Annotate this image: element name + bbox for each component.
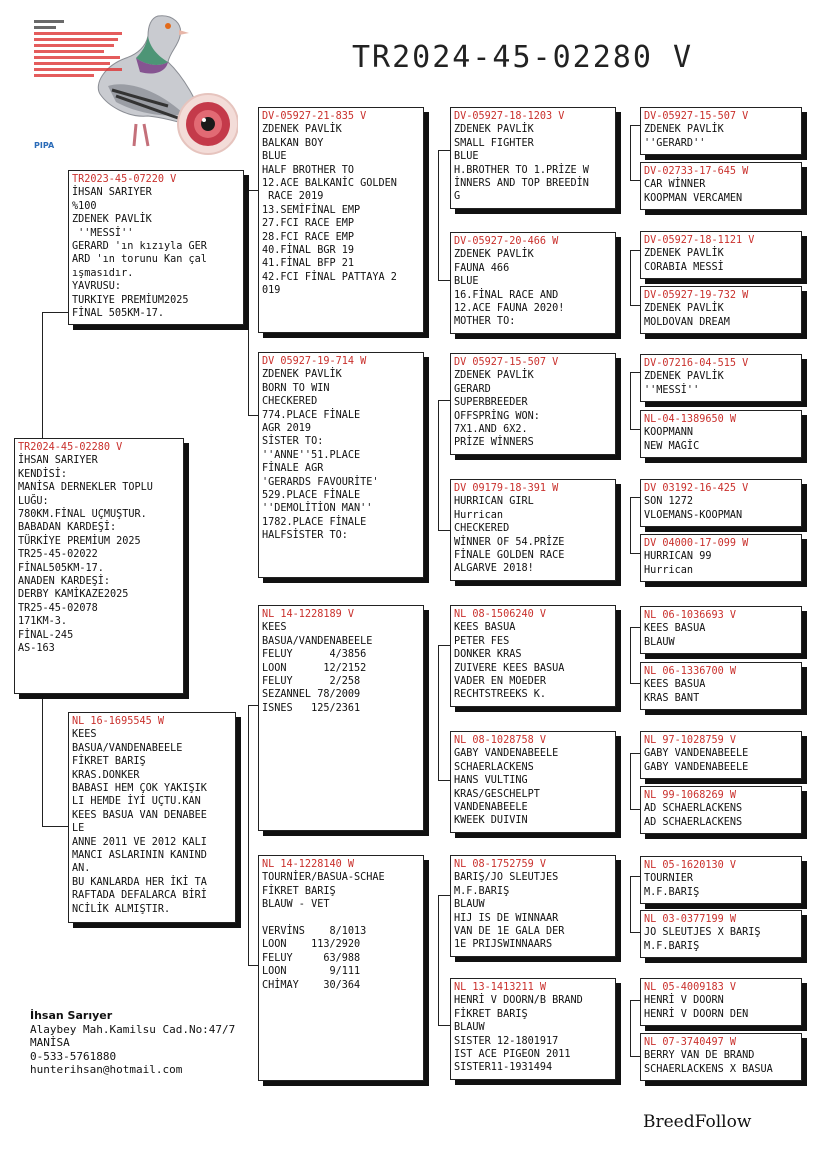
pedigree-line: AD SCHAERLACKENS: [644, 816, 743, 828]
pedigree-line: KRAS/GESCHELPT: [454, 788, 540, 800]
pedigree-line: BERRY VAN DE BRAND: [644, 1050, 755, 1062]
pedigree-line: FİKRET BARIŞ: [262, 885, 336, 897]
pigeon-card-ggp[interactable]: [450, 978, 616, 1080]
pedigree-line: VANDENABEELE: [454, 802, 528, 814]
connector: [630, 372, 631, 429]
owner-name: İhsan Sarıyer: [30, 1009, 113, 1022]
pedigree-line: OFFSPRİNG WON:: [454, 410, 540, 422]
pedigree-line: ZDENEK PAVLİK: [72, 214, 152, 226]
pedigree-line: TR25-45-02022: [18, 549, 98, 561]
pedigree-line: FİNAL 505KM-17.: [72, 308, 165, 320]
pedigree-line: FİNALE AGR: [262, 463, 324, 475]
ring-number: DV-05927-15-507 V: [644, 111, 749, 122]
pedigree-line: ANADEN KARDEŞİ:: [18, 576, 111, 588]
ring-number: NL 14-1228140 W: [262, 859, 355, 870]
pedigree-line: SISTER 12-1801917: [454, 1035, 559, 1047]
pedigree-line: KRAS.DONKER: [72, 769, 140, 781]
ring-number: DV 03192-16-425 V: [644, 483, 749, 494]
pedigree-line: DERBY KAMİKAZE2025: [18, 589, 129, 601]
connector: [42, 696, 43, 826]
pedigree-line: FELUY 63/988: [262, 952, 361, 964]
pedigree-line: ALGARVE 2018!: [454, 563, 534, 575]
pedigree-line: NCİLİK ALMIŞTIR.: [72, 903, 171, 915]
pigeon-card-ggp[interactable]: [450, 855, 616, 957]
pedigree-line: 40.FİNAL BGR 19: [262, 245, 355, 257]
connector: [42, 826, 69, 827]
ring-number: NL 03-0377199 W: [644, 914, 737, 925]
ring-number: NL 08-1752759 V: [454, 859, 547, 870]
connector: [630, 1000, 631, 1056]
pedigree-line: AD SCHAERLACKENS: [644, 803, 743, 815]
pedigree-line: HURRICAN 99: [644, 551, 712, 563]
pigeon-card-ggp[interactable]: [450, 731, 616, 833]
ring-number: NL 08-1506240 V: [454, 609, 547, 620]
pedigree-line: KOOPMANN: [644, 427, 694, 439]
pedigree-line: KEES BASUA: [644, 679, 706, 691]
pedigree-line: BLAUW: [644, 636, 675, 648]
photo-caption-lines: [34, 20, 124, 80]
pedigree-line: HALFSİSTER TO:: [262, 530, 348, 542]
ring-number: NL 05-1620130 V: [644, 860, 737, 871]
pedigree-line: ZDENEK PAVLİK: [262, 369, 342, 381]
pedigree-line: ARD 'ın torunu Kan çal: [72, 254, 207, 266]
pedigree-line: BABADAN KARDEŞİ:: [18, 522, 117, 534]
pedigree-line: FİKRET BARIŞ: [454, 1008, 528, 1020]
pedigree-line: ''DEMOLİTİON MAN'': [262, 503, 373, 515]
pedigree-line: MOTHER TO:: [454, 316, 516, 328]
pedigree-line: SİSTER TO:: [262, 436, 324, 448]
pedigree-line: HENRİ V DOORN DEN: [644, 1008, 749, 1020]
pedigree-line: RACE 2019: [262, 191, 324, 203]
pedigree-line: %100: [72, 200, 97, 212]
pedigree-line: WİNNER OF 54.PRİZE: [454, 536, 565, 548]
pigeon-card-ggp[interactable]: [450, 605, 616, 707]
pedigree-line: 529.PLACE FİNALE: [262, 490, 361, 502]
pedigree-line: 13.SEMİFİNAL EMP: [262, 204, 361, 216]
pedigree-line: BLAUW: [454, 1022, 485, 1034]
connector: [438, 150, 439, 280]
pedigree-line: BLUE: [454, 276, 479, 288]
ring-number: DV-05927-19-732 W: [644, 290, 749, 301]
pedigree-line: GABY VANDENABEELE: [644, 761, 749, 773]
ring-number: TR2023-45-07220 V: [72, 174, 177, 185]
pedigree-line: AS-163: [18, 643, 55, 655]
pedigree-line: HENRİ V DOORN: [644, 995, 724, 1007]
pedigree-line: BLAUW: [454, 899, 485, 911]
page-title: TR2024-45-02280 V: [352, 40, 694, 75]
pedigree-line: MANCI ASLARININ KANIND: [72, 850, 207, 862]
pedigree-line: SMALL FIGHTER: [454, 137, 534, 149]
connector: [630, 753, 631, 809]
pedigree-line: FAUNA 466: [454, 262, 510, 274]
pedigree-line: MANİSA DERNEKLER TOPLU: [18, 482, 153, 494]
pedigree-line: ZDENEK PAVLİK: [454, 249, 534, 261]
pigeon-card-ggp[interactable]: [450, 232, 616, 334]
pedigree-line: YAVRUSU:: [72, 281, 122, 293]
ring-number: NL 05-4009183 V: [644, 982, 737, 993]
pedigree-line: VERVİNS 8/1013: [262, 926, 367, 938]
pedigree-line: 12.ACE BALKANİC GOLDEN: [262, 178, 397, 190]
pedigree-line: ZUIVERE KEES BASUA: [454, 662, 565, 674]
ring-number: NL 06-1336700 W: [644, 666, 737, 677]
pigeon-card-dam-dam[interactable]: [258, 855, 424, 1081]
pigeon-card-ggp[interactable]: [450, 107, 616, 209]
connector: [42, 312, 69, 313]
ring-number: DV 05927-15-507 V: [454, 357, 559, 368]
pedigree-line: TOURNİER/BASUA-SCHAE: [262, 872, 385, 884]
connector: [438, 645, 439, 780]
pedigree-line: ZDENEK PAVLİK: [454, 370, 534, 382]
pedigree-line: ZDENEK PAVLİK: [644, 124, 724, 136]
pedigree-line: [262, 912, 420, 925]
pedigree-line: HENRİ V DOORN/B BRAND: [454, 995, 583, 1007]
ring-number: DV-05927-21-835 V: [262, 111, 367, 122]
pedigree-line: FİNAL505KM-17.: [18, 562, 104, 574]
ring-number: DV 05927-19-714 W: [262, 356, 367, 367]
pedigree-line: ZDENEK PAVLİK: [644, 248, 724, 260]
pigeon-card-gggp[interactable]: [640, 786, 802, 834]
pedigree-line: CORABIA MESSİ: [644, 261, 724, 273]
pedigree-line: H.BROTHER TO 1.PRİZE W: [454, 164, 589, 176]
pedigree-line: JO SLEUTJES X BARIŞ: [644, 927, 761, 939]
pedigree-line: 7X1.AND 6X2.: [454, 424, 528, 436]
pedigree-line: FİNALE GOLDEN RACE: [454, 550, 565, 562]
pedigree-line: M.F.BARIŞ: [454, 885, 510, 897]
connector: [630, 250, 631, 305]
pedigree-line: CAR WİNNER: [644, 179, 706, 191]
pedigree-line: 1782.PLACE FİNALE: [262, 516, 367, 528]
pedigree-line: KEES: [262, 622, 287, 634]
pedigree-line: 27.FCI RACE EMP: [262, 218, 355, 230]
pedigree-line: BLUE: [454, 151, 479, 163]
pedigree-line: 28.FCI RACE EMP: [262, 231, 355, 243]
pedigree-line: LOON 12/2152: [262, 662, 367, 674]
pedigree-line: RAFTADA DEFALARCA BİRİ: [72, 890, 207, 902]
pedigree-line: ZDENEK PAVLİK: [454, 124, 534, 136]
pedigree-line: CHİMAY 30/364: [262, 979, 361, 991]
pedigree-line: GERARD 'ın kızıyla GER: [72, 241, 207, 253]
owner-address: Alaybey Mah.Kamilsu Cad.No:47/7: [30, 1022, 236, 1036]
pedigree-line: M.F.BARIŞ: [644, 940, 700, 952]
connector: [630, 876, 631, 932]
ring-number: DV-02733-17-645 W: [644, 166, 749, 177]
pedigree-line: SEZANNEL 78/2009: [262, 689, 361, 701]
pedigree-line: LOON 9/111: [262, 966, 361, 978]
connector: [248, 705, 249, 965]
pedigree-line: BU KANLARDA HER İKİ TA: [72, 876, 207, 888]
pedigree-line: Hurrican: [454, 509, 504, 521]
ring-number: DV-05927-18-1203 V: [454, 111, 565, 122]
pedigree-line: KEES BASUA: [644, 623, 706, 635]
pigeon-card-gggp[interactable]: [640, 162, 802, 210]
pedigree-line: 41.FİNAL BFP 21: [262, 258, 355, 270]
pedigree-line: MOLDOVAN DREAM: [644, 316, 730, 328]
pedigree-line: GABY VANDENABEELE: [644, 748, 749, 760]
pedigree-line: 019: [262, 285, 281, 297]
ring-number: TR2024-45-02280 V: [18, 442, 123, 453]
pedigree-line: VLOEMANS-KOOPMAN: [644, 509, 743, 521]
pigeon-card-gggp[interactable]: [640, 606, 802, 654]
pedigree-line: İHSAN SARIYER: [18, 455, 98, 467]
pedigree-line: GERARD: [454, 383, 491, 395]
pigeon-card-gggp[interactable]: [640, 662, 802, 710]
pipa-logo: PIPA: [34, 141, 55, 150]
pedigree-line: ''MESSİ'': [644, 384, 700, 396]
connector: [630, 627, 631, 683]
pedigree-line: DONKER KRAS: [454, 649, 522, 661]
pedigree-line: CHECKERED: [454, 523, 510, 535]
pigeon-card-subject[interactable]: [14, 438, 184, 694]
pigeon-card-dam-sire[interactable]: [258, 605, 424, 831]
pedigree-line: 16.FİNAL RACE AND: [454, 289, 559, 301]
pigeon-card-gggp[interactable]: [640, 978, 802, 1026]
pedigree-line: GABY VANDENABEELE: [454, 748, 559, 760]
pedigree-line: AN.: [72, 863, 91, 875]
pedigree-line: RECHTSTREEKS K.: [454, 689, 547, 701]
pedigree-line: TÜRKİYE PREMİUM 2025: [18, 535, 141, 547]
pedigree-line: KRAS BANT: [644, 692, 700, 704]
pedigree-line: AGR 2019: [262, 423, 312, 435]
pedigree-line: PRİZE WİNNERS: [454, 437, 534, 449]
pigeon-card-dam[interactable]: [68, 712, 236, 923]
pedigree-line: ANNE 2011 VE 2012 KALI: [72, 836, 207, 848]
pedigree-line: BORN TO WIN: [262, 382, 330, 394]
pedigree-line: BLAUW - VET: [262, 899, 330, 911]
pigeon-card-gggp[interactable]: [640, 856, 802, 904]
pedigree-line: ZDENEK PAVLİK: [262, 124, 342, 136]
pedigree-line: LUĞU:: [18, 495, 49, 507]
pigeon-card-gggp[interactable]: [640, 479, 802, 527]
pedigree-line: SON 1272: [644, 496, 694, 508]
pedigree-line: 'GERARDS FAVOURİTE': [262, 476, 379, 488]
pedigree-line: SUPERBREEDER: [454, 397, 528, 409]
pigeon-card-gggp[interactable]: [640, 410, 802, 458]
connector: [438, 895, 439, 1025]
pedigree-line: BABASI HEM ÇOK YAKIŞIK: [72, 783, 207, 795]
ring-number: NL 07-3740497 W: [644, 1037, 737, 1048]
pigeon-card-gggp[interactable]: [640, 910, 802, 958]
pedigree-line: 780KM.FİNAL UÇMUŞTUR.: [18, 509, 147, 521]
pigeon-card-sire-sire[interactable]: [258, 107, 424, 333]
pigeon-card-ggp[interactable]: [450, 353, 616, 455]
pedigree-line: FİNAL-245: [18, 629, 74, 641]
pedigree-line: ''ANNE''51.PLACE: [262, 449, 361, 461]
pedigree-line: BLUE: [262, 151, 287, 163]
owner-phone: 0-533-5761880: [30, 1049, 117, 1063]
pedigree-line: KEES: [72, 729, 97, 741]
ring-number: DV-05927-20-466 W: [454, 236, 559, 247]
pedigree-line: ZDENEK PAVLİK: [644, 303, 724, 315]
pedigree-line: KEES BASUA VAN DENABEE: [72, 809, 207, 821]
pedigree-line: 774.PLACE FİNALE: [262, 409, 361, 421]
pedigree-line: SCHAERLACKENS X BASUA: [644, 1063, 773, 1075]
pigeon-card-gggp[interactable]: [640, 731, 802, 779]
ring-number: NL-04-1389650 W: [644, 414, 737, 425]
pigeon-card-gggp[interactable]: [640, 286, 802, 334]
pedigree-line: VAN DE 1E GALA DER: [454, 926, 565, 938]
brand-logo-text: BreedFollow: [643, 1112, 752, 1132]
pedigree-line: KOOPMAN VERCAMEN: [644, 192, 743, 204]
pedigree-line: Hurrican: [644, 564, 694, 576]
pedigree-line: ''MESSİ'': [72, 227, 134, 239]
pedigree-line: HURRICAN GIRL: [454, 496, 534, 508]
pigeon-card-gggp[interactable]: [640, 107, 802, 155]
connector: [630, 125, 631, 180]
ring-number: NL 99-1068269 W: [644, 790, 737, 801]
ring-number: NL 13-1413211 W: [454, 982, 547, 993]
ring-number: DV-07216-04-515 V: [644, 358, 749, 369]
pedigree-line: BALKAN BOY: [262, 137, 324, 149]
pedigree-line: TURKIYE PREMİUM2025: [72, 294, 189, 306]
connector: [248, 190, 249, 415]
pedigree-line: SCHAERLACKENS: [454, 761, 534, 773]
pedigree-line: HALF BROTHER TO: [262, 164, 355, 176]
pedigree-line: LOON 113/2920: [262, 939, 361, 951]
ring-number: DV 04000-17-099 W: [644, 538, 749, 549]
pigeon-card-gggp[interactable]: [640, 534, 802, 582]
pedigree-line: TR25-45-02078: [18, 602, 98, 614]
ring-number: DV 09179-18-391 W: [454, 483, 559, 494]
ring-number: NL 97-1028759 V: [644, 735, 737, 746]
pedigree-line: PETER FES: [454, 635, 510, 647]
pigeon-card-gggp[interactable]: [640, 1033, 802, 1081]
pedigree-line: 171KM-3.: [18, 616, 68, 628]
pigeon-card-sire-dam[interactable]: [258, 352, 424, 578]
ring-number: NL 16-1695545 W: [72, 716, 165, 727]
pedigree-line: SISTER11-1931494: [454, 1062, 553, 1074]
pedigree-line: LE: [72, 823, 85, 835]
pigeon-card-gggp[interactable]: [640, 354, 802, 402]
pedigree-line: FELUY 4/3856: [262, 649, 367, 661]
ring-number: DV-05927-18-1121 V: [644, 235, 755, 246]
pedigree-line: 1E PRIJSWINNAARS: [454, 939, 553, 951]
pedigree-line: G: [454, 191, 461, 203]
pedigree-line: 12.ACE FAUNA 2020!: [454, 303, 565, 315]
pedigree-line: KEES BASUA: [454, 622, 516, 634]
pedigree-line: KENDİSİ:: [18, 468, 68, 480]
pedigree-line: İNNERS AND TOP BREEDİN: [454, 178, 589, 190]
connector: [42, 312, 43, 438]
pedigree-line: BASUA/VANDENABEELE: [72, 742, 183, 754]
pedigree-line: ''GERARD'': [644, 137, 706, 149]
pedigree-line: TOURNIER: [644, 873, 694, 885]
connector: [438, 400, 439, 530]
pedigree-line: BARIŞ/JO SLEUTJES: [454, 872, 559, 884]
ring-number: NL 14-1228189 V: [262, 609, 355, 620]
pigeon-card-sire[interactable]: [68, 170, 244, 325]
pedigree-line: HANS VULTING: [454, 775, 528, 787]
pedigree-line: İHSAN SARIYER: [72, 187, 152, 199]
owner-email[interactable]: hunterihsan@hotmail.com: [30, 1063, 183, 1077]
ring-number: NL 08-1028758 V: [454, 735, 547, 746]
owner-city: MANİSA: [30, 1036, 70, 1050]
pedigree-line: FİKRET BARIŞ: [72, 756, 146, 768]
pedigree-line: ışmasıdır.: [72, 267, 134, 279]
owner-info: [30, 1009, 235, 1077]
pedigree-line: FELUY 2/258: [262, 676, 361, 688]
pedigree-line: LI HEMDE İYİ UÇTU.KAN: [72, 796, 201, 808]
pedigree-line: BASUA/VANDENABEELE: [262, 635, 373, 647]
pigeon-photo: [8, 6, 238, 156]
pedigree-line: M.F.BARIŞ: [644, 886, 700, 898]
ring-number: NL 06-1036693 V: [644, 610, 737, 621]
pedigree-line: VADER EN MOEDER: [454, 676, 547, 688]
pigeon-card-gggp[interactable]: [640, 231, 802, 279]
pedigree-line: HIJ IS DE WINNAAR: [454, 912, 559, 924]
pedigree-line: 42.FCI FİNAL PATTAYA 2: [262, 271, 397, 283]
pedigree-line: CHECKERED: [262, 396, 318, 408]
pedigree-line: ISNES 125/2361: [262, 702, 361, 714]
pigeon-card-ggp[interactable]: [450, 479, 616, 581]
pedigree-line: ZDENEK PAVLİK: [644, 371, 724, 383]
connector: [630, 497, 631, 553]
pedigree-line: NEW MAGİC: [644, 440, 700, 452]
pedigree-line: IST ACE PIGEON 2011: [454, 1049, 571, 1061]
pedigree-line: KWEEK DUIVIN: [454, 815, 528, 827]
